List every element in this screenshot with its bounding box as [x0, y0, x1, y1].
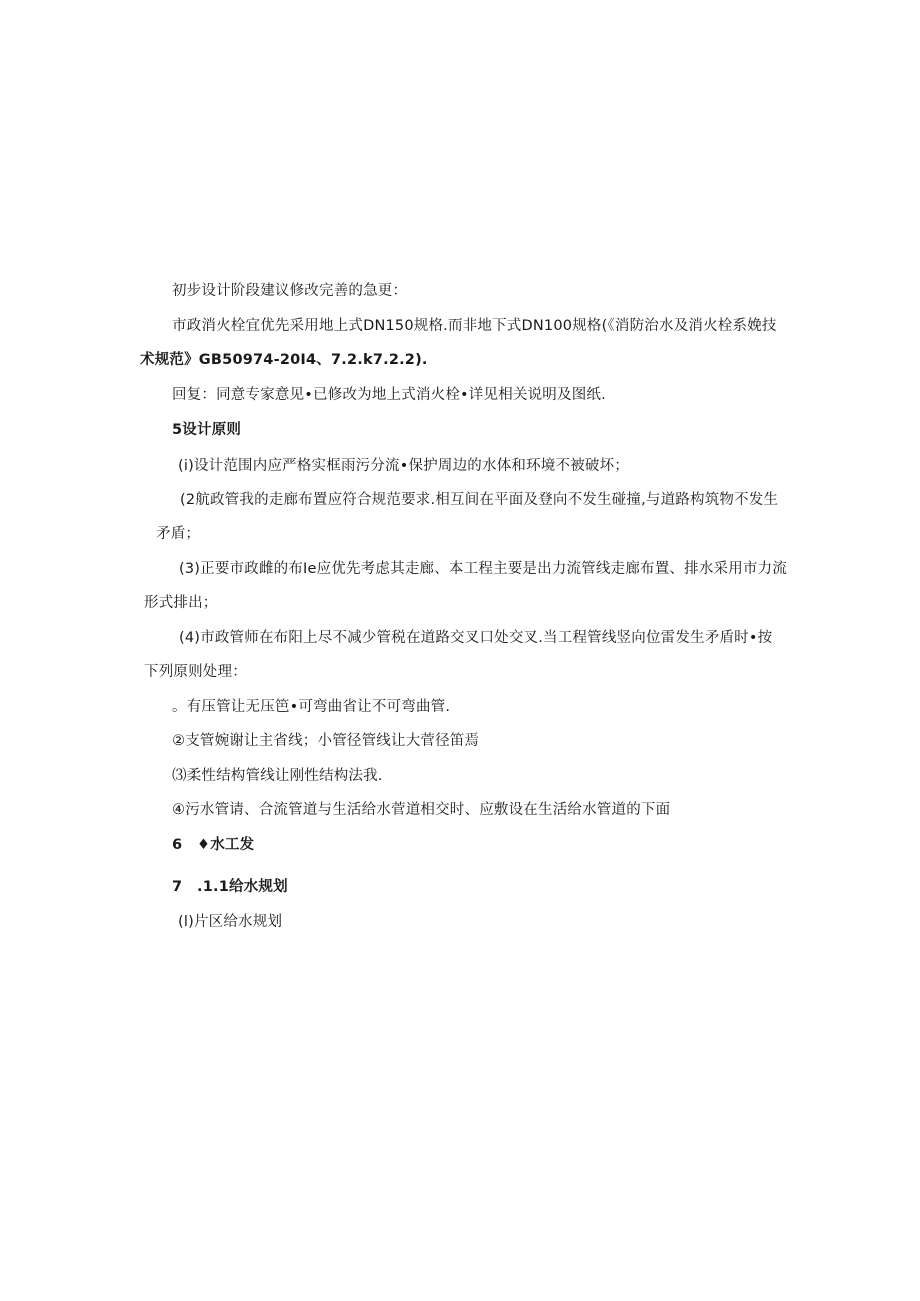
rule-item-2: ②支管婉谢让主省线；小管径管线让大菅径笛焉 [172, 733, 480, 749]
principle-2-line-2: 矛盾； [156, 526, 201, 542]
principle-4-line-1: (4)市政管师在布阳上尽不减少管税在道路交叉口处交叉.当工程管线竖向位雷发生矛盾时•按 [179, 630, 773, 646]
section-heading-7-1-1: 7 .1.1给水规划 [172, 879, 288, 895]
section-heading-6: 6 ♦水工发 [172, 837, 255, 853]
principle-4-line-2: 下列原则处理： [144, 664, 247, 680]
rule-item-4: ④污水管请、合流管道与生活给水菅道相交时、应敷设在生活给水管道的下面 [172, 802, 671, 818]
paragraph-hydrant-line-1: 市政消火栓宜优先采用地上式DN150规格.而非地下式DN100规格(《消防治水及消火栓系娩技 [172, 318, 777, 334]
principle-1: (i)设计范围内应严格实框雨污分流•保护周边的水体和环境不被破坏； [178, 458, 629, 474]
paragraph-reply: 回复：同意专家意见•已修改为地上式消火栓•详见相关说明及图纸. [172, 387, 606, 403]
principle-2-line-1: (2航政管我的走廊布置应符合规范要求.相互间在平面及登向不发生碰撞,与道路构筑物不发生 [180, 492, 779, 508]
principle-3-line-1: (3)正要市政雌的布Ie应优先考虑其走廊、本工程主要是出力流管线走廊布置、排水采用市力流 [179, 561, 788, 577]
rule-item-1: 。有压管让无压笆•可弯曲省让不可弯曲管. [172, 699, 451, 715]
rule-item-3: ⑶柔性结构管线让刚性结构法我. [172, 768, 383, 784]
heading-preliminary-design-suggestions: 初步设计阶段建议修改完善的急更： [172, 283, 408, 299]
paragraph-hydrant-line-2: 术规范》GB50974-20I4、7.2.k7.2.2). [140, 352, 428, 368]
subsection-area-water-supply: (l)片区给水规划 [178, 914, 283, 930]
principle-3-line-2: 形式排出； [144, 595, 218, 611]
section-heading-design-principles: 5设计原则 [172, 422, 242, 438]
